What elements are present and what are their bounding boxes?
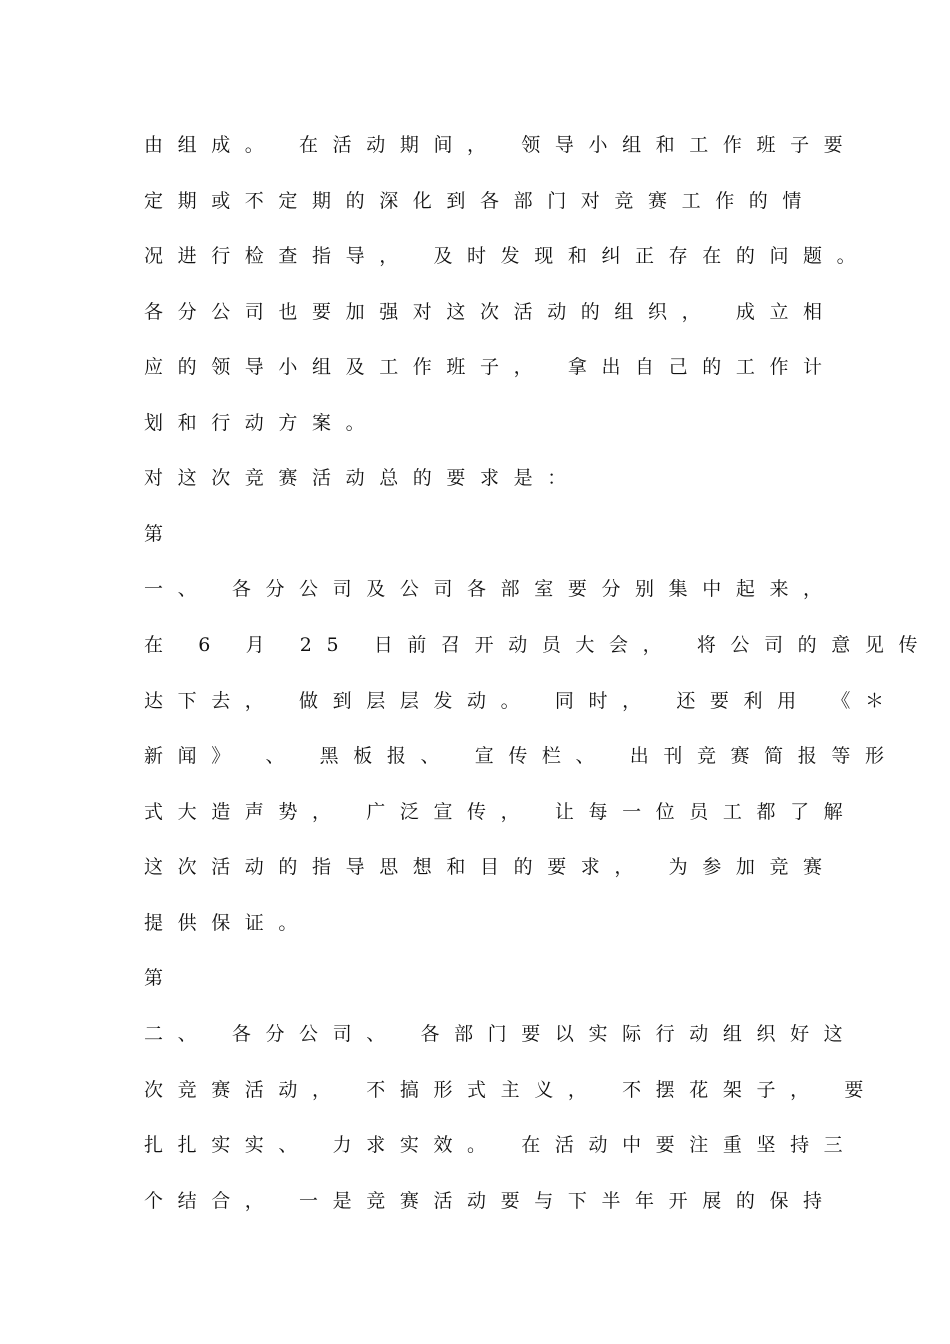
text-line: 各分公司也要加强对这次活动的组织， 成立相	[144, 301, 837, 323]
text-line: 式大造声势， 广泛宣传， 让每一位员工都了解	[144, 801, 858, 823]
text-line: 对这次竞赛活动总的要求是：	[144, 467, 581, 489]
text-line: 提供保证。	[144, 912, 313, 934]
text-line: 应的领导小组及工作班子， 拿出自己的工作计	[144, 356, 837, 378]
text-line: 达下去， 做到层层发动。 同时， 还要利用 《＊	[144, 690, 899, 712]
text-line: 况进行检查指导， 及时发现和纠正存在的问题。	[144, 245, 871, 267]
text-line: 扎扎实实、 力求实效。 在活动中要注重坚持三	[144, 1134, 858, 1156]
section-marker: 第	[144, 967, 178, 989]
text-line: 个结合， 一是竞赛活动要与下半年开展的保持	[144, 1190, 837, 1212]
text-line: 新闻》 、 黑板报、 宣传栏、 出刊竞赛简报等形	[144, 745, 899, 767]
text-line: 定期或不定期的深化到各部门对竞赛工作的情	[144, 190, 817, 212]
text-line: 划和行动方案。	[144, 412, 380, 434]
text-line: 一、 各分公司及公司各部室要分别集中起来，	[144, 578, 837, 600]
text-line: 这次活动的指导思想和目的要求， 为参加竞赛	[144, 856, 837, 878]
text-line: 次竞赛活动， 不搞形式主义， 不摆花架子， 要	[144, 1079, 878, 1101]
section-marker: 第	[144, 523, 178, 545]
text-line: 在 6 月 25 日前召开动员大会， 将公司的意见传	[144, 634, 933, 656]
text-line: 由组成。 在活动期间， 领导小组和工作班子要	[144, 134, 858, 156]
text-line: 二、 各分公司、 各部门要以实际行动组织好这	[144, 1023, 858, 1045]
